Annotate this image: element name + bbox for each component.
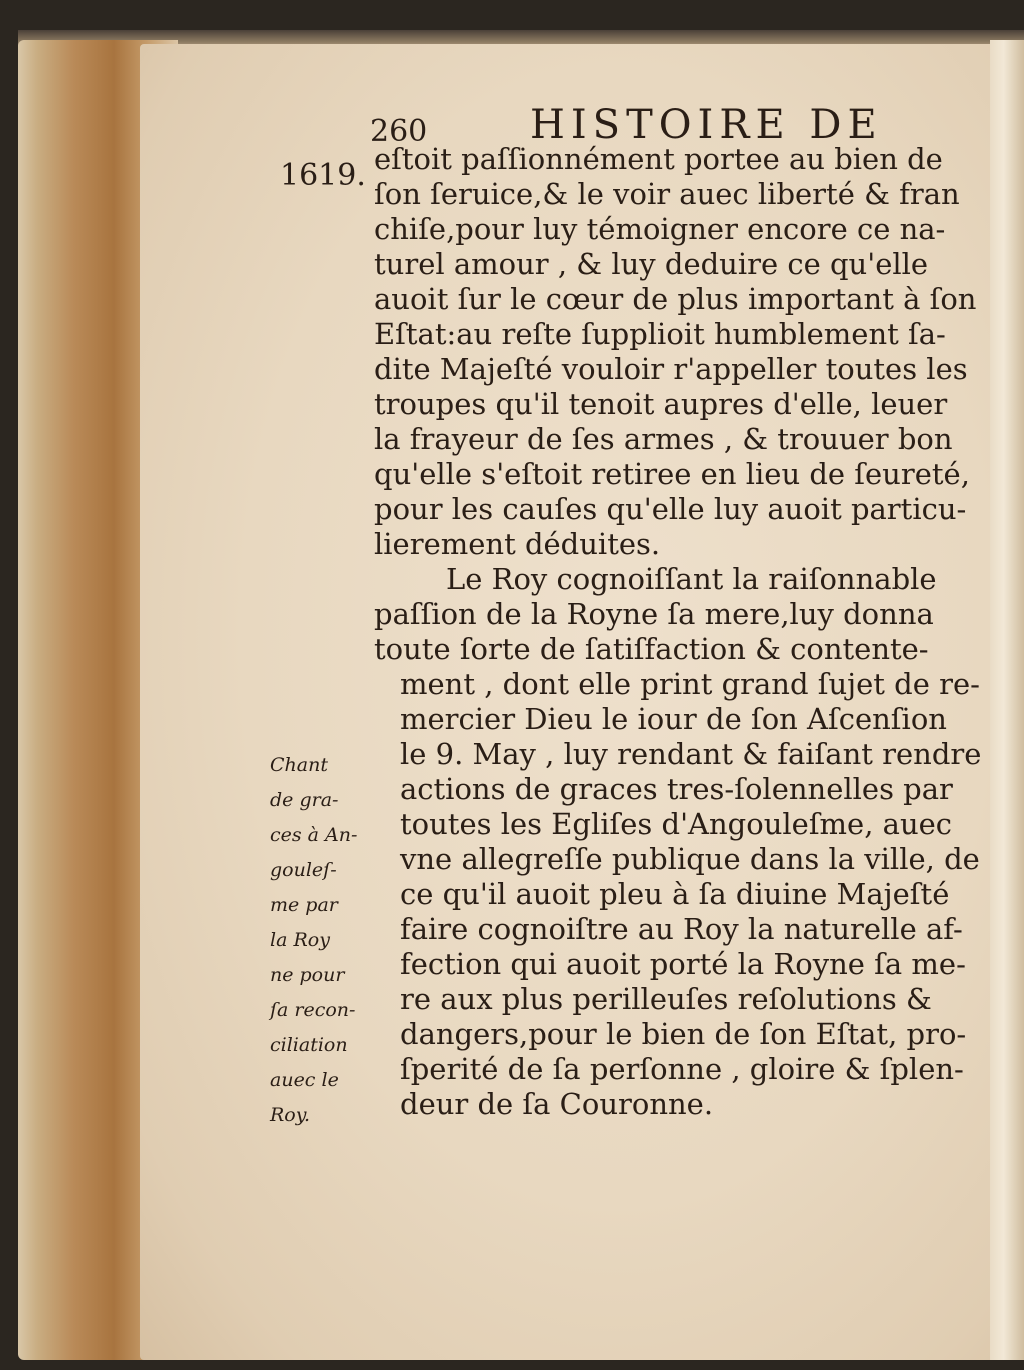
- text-line: ce qu'il auoit pleu à ſa diuine Majeſté: [400, 877, 950, 911]
- text-line: ſon ſeruice,& le voir auec liberté & fran: [374, 177, 960, 211]
- text-line: eſtoit paſſionnément portee au bien de: [374, 142, 943, 176]
- text-line: dite Majeſté vouloir r'appeller toutes les: [374, 352, 968, 386]
- text-line: deur de ſa Couronne.: [400, 1087, 714, 1121]
- running-head: HISTOIRE DE: [530, 102, 883, 148]
- margin-note-line: Chant: [270, 754, 328, 776]
- body-text: [374, 142, 984, 1122]
- page-stack-right: [990, 40, 1024, 1360]
- text-line: ment , dont elle print grand ſujet de re-: [400, 667, 980, 701]
- text-line: chiſe,pour luy témoigner encore ce na-: [374, 212, 946, 246]
- margin-note-line: ciliation: [270, 1034, 348, 1056]
- margin-note: [270, 748, 390, 1133]
- margin-note-line: la Roy: [270, 929, 330, 951]
- text-line: toutes les Egliſes d'Angouleſme, auec: [400, 807, 953, 841]
- text-line: faire cognoiſtre au Roy la naturelle af-: [400, 912, 963, 946]
- page-header: [370, 98, 890, 148]
- text-line: turel amour , & luy deduire ce qu'elle: [374, 247, 929, 281]
- text-line: vne allegreſſe publique dans la ville, de: [400, 842, 980, 876]
- text-line: dangers,pour le bien de ſon Eſtat, pro-: [400, 1017, 967, 1051]
- page-number: 260: [370, 114, 428, 149]
- margin-year: 1619.: [280, 158, 366, 193]
- margin-note-line: Roy.: [270, 1104, 310, 1126]
- margin-note-line: gouleſ-: [270, 859, 337, 881]
- margin-note-line: ces à An-: [270, 824, 358, 846]
- text-line: troupes qu'il tenoit aupres d'elle, leuer: [374, 387, 948, 421]
- text-line: actions de graces tres-ſolennelles par: [400, 772, 953, 806]
- text-line: Le Roy cognoiſſant la raiſonnable: [446, 562, 937, 596]
- text-line: paſſion de la Royne ſa mere,luy donna: [374, 597, 934, 631]
- margin-note-line: auec le: [270, 1069, 339, 1091]
- text-line: lierement déduites.: [374, 527, 661, 561]
- margin-note-line: me par: [270, 894, 338, 916]
- text-line: pour les cauſes qu'elle luy auoit particu-: [374, 492, 967, 526]
- text-line: auoit ſur le cœur de plus important à ſon: [374, 282, 977, 316]
- margin-note-line: ne pour: [270, 964, 345, 986]
- text-line: re aux plus perilleuſes reſolutions &: [400, 982, 932, 1016]
- text-line: la frayeur de ſes armes , & trouuer bon: [374, 422, 953, 456]
- text-line: Eſtat:au reſte ſupplioit humblement ſa-: [374, 317, 946, 351]
- text-line: fection qui auoit porté la Royne ſa me-: [400, 947, 966, 981]
- text-line: qu'elle s'eſtoit retiree en lieu de ſeureté,: [374, 457, 970, 491]
- text-line: le 9. May , luy rendant & faiſant rendre: [400, 737, 982, 771]
- text-line: mercier Dieu le iour de ſon Aſcenſion: [400, 702, 947, 736]
- text-line: toute ſorte de ſatiſfaction & contente-: [374, 632, 929, 666]
- margin-note-line: de gra-: [270, 789, 339, 811]
- text-line: ſperité de ſa perſonne , gloire & ſplen-: [400, 1052, 964, 1086]
- margin-note-line: ſa recon-: [270, 999, 356, 1021]
